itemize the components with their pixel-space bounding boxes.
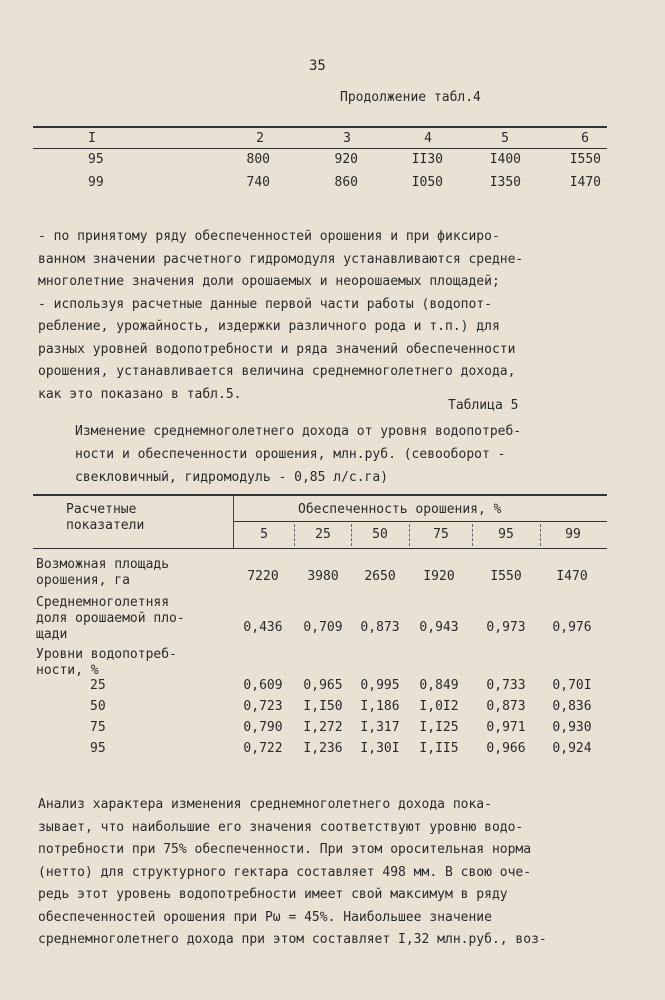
table5-cell: 0,995 bbox=[360, 678, 400, 693]
table4-header-cell: 6 bbox=[581, 131, 589, 146]
table5-cell: I,I25 bbox=[419, 720, 459, 735]
row-label-line: щади bbox=[36, 627, 68, 642]
text-line: редь этот уровень водопотребности имеет свой максимум в ряду bbox=[38, 887, 508, 902]
text-line: разных уровней водопотребности и ряда значений обеспеченности bbox=[38, 341, 516, 357]
row-label-line: ности, % bbox=[36, 663, 99, 678]
table5-cell: I,0I2 bbox=[419, 699, 459, 714]
text-line: как это показано в табл.5. bbox=[38, 386, 242, 402]
table-continuation-label: Продолжение табл.4 bbox=[340, 90, 481, 105]
column-header: 25 bbox=[315, 527, 331, 542]
text-line: - используя расчетные данные первой части работы (водопот- bbox=[38, 296, 492, 312]
table4-header-rule bbox=[33, 148, 607, 149]
table5-cell: 0,973 bbox=[486, 620, 526, 635]
row-label bbox=[36, 647, 177, 679]
row-label: 75 bbox=[90, 720, 106, 735]
text-line: многолетние значения доли орошаемых и неорошаемых площадей; bbox=[38, 274, 500, 289]
table5-cell: 0,849 bbox=[419, 678, 459, 693]
table4-cell: 95 bbox=[88, 152, 104, 167]
table5-cell: 0,943 bbox=[419, 620, 459, 635]
body-paragraph-1 bbox=[38, 226, 638, 406]
table5-cell: 0,70I bbox=[552, 678, 592, 693]
table5-header-divider bbox=[233, 496, 234, 548]
table5-cell: I470 bbox=[556, 569, 588, 584]
text-line: Анализ характера изменения среднемноголетнего дохода пока- bbox=[38, 797, 492, 812]
row-label: 50 bbox=[90, 699, 106, 714]
table5-cell: 0,609 bbox=[243, 678, 283, 693]
table5-cell: I920 bbox=[423, 569, 455, 584]
text-line: потребности при 75% обеспеченности. При этом оросительная норма bbox=[38, 842, 532, 857]
table5-cell: 0,873 bbox=[360, 620, 400, 635]
table5-cell: I,I50 bbox=[303, 699, 343, 714]
head-left-line: показатели bbox=[66, 518, 145, 533]
text-line: обеспеченностей орошения при Pω = 45%. Наибольшее значение bbox=[38, 909, 492, 925]
row-label bbox=[36, 595, 185, 643]
row-label: 25 bbox=[90, 678, 106, 693]
table4-cell: I550 bbox=[569, 152, 601, 167]
column-divider bbox=[409, 524, 410, 546]
table5-cell: 0,723 bbox=[243, 699, 283, 714]
column-header: 50 bbox=[372, 527, 388, 542]
table5-group-rule bbox=[233, 521, 607, 522]
table5-cell: 0,965 bbox=[303, 678, 343, 693]
table4-cell: 860 bbox=[334, 175, 358, 190]
table5-cell: 0,930 bbox=[552, 720, 592, 735]
column-header: 99 bbox=[565, 527, 581, 542]
column-divider bbox=[351, 524, 352, 546]
column-divider bbox=[540, 524, 541, 546]
table5-cell: I,317 bbox=[360, 720, 400, 735]
table5-cell: 0,709 bbox=[303, 620, 343, 635]
table5-header-rule bbox=[33, 548, 607, 549]
text-line: - по принятому ряду обеспеченностей орошения и при фиксиро- bbox=[38, 229, 500, 244]
table5-title bbox=[75, 420, 521, 489]
row-label-line: Уровни водопотреб- bbox=[36, 647, 177, 662]
column-header: 95 bbox=[498, 527, 514, 542]
table4-header-cell: 4 bbox=[424, 131, 432, 146]
table5-cell: 0,733 bbox=[486, 678, 526, 693]
table4-header-cell: 5 bbox=[501, 131, 509, 146]
title-line: Изменение среднемноголетнего дохода от уровня водопотреб- bbox=[75, 424, 522, 439]
table5-cell: 7220 bbox=[247, 569, 279, 584]
table4-header-cell: 3 bbox=[343, 131, 351, 146]
text-line: орошения, устанавливается величина среднемноголетнего дохода, bbox=[38, 364, 516, 379]
table4-cell: I350 bbox=[489, 175, 521, 190]
table5-cell: 0,436 bbox=[243, 620, 283, 635]
text-line: среднемноголетнего дохода при этом составляет I,32 млн.руб., воз- bbox=[38, 932, 547, 947]
table5-cell: 0,966 bbox=[486, 741, 526, 756]
text-line: зывает, что наибольшие его значения соответствуют уровню водо- bbox=[38, 819, 524, 835]
text-line: ванном значении расчетного гидромодуля устанавливаются средне- bbox=[38, 251, 524, 267]
table4-cell: I470 bbox=[569, 175, 601, 190]
table5-cell: I,236 bbox=[303, 741, 343, 756]
table5-cell: 3980 bbox=[307, 569, 339, 584]
table5-cell: I,30I bbox=[360, 741, 400, 756]
table5-cell: 0,924 bbox=[552, 741, 592, 756]
row-label-line: доля орошаемой пло- bbox=[36, 611, 185, 626]
table4-header-cell: I bbox=[88, 131, 96, 146]
column-divider bbox=[294, 524, 295, 546]
body-paragraph-2 bbox=[38, 794, 638, 952]
table4-header-cell: 2 bbox=[256, 131, 264, 146]
table4-cell: 99 bbox=[88, 175, 104, 190]
title-line: свекловичный, гидромодуль - 0,85 л/с.га) bbox=[75, 470, 389, 485]
table5-cell: I550 bbox=[490, 569, 522, 584]
row-label bbox=[36, 557, 169, 589]
row-label-line: Возможная площадь bbox=[36, 557, 170, 572]
table5-cell: 0,873 bbox=[486, 699, 526, 714]
table4-cell: I050 bbox=[411, 175, 443, 190]
table5-cell: I,186 bbox=[360, 699, 400, 714]
title-line: ности и обеспеченности орошения, млн.руб. (севооборот - bbox=[75, 447, 506, 462]
row-label-line: Среднемноголетняя bbox=[36, 595, 170, 610]
row-label-line: орошения, га bbox=[36, 573, 130, 588]
table5-cell: 0,971 bbox=[486, 720, 526, 735]
head-left-line: Расчетные bbox=[66, 502, 137, 517]
table5-cell: I,272 bbox=[303, 720, 343, 735]
table4-top-rule bbox=[33, 126, 607, 128]
table5-top-rule bbox=[33, 494, 607, 496]
table5-cell: 0,790 bbox=[243, 720, 283, 735]
row-label: 95 bbox=[90, 741, 106, 756]
table5-cell: 2650 bbox=[364, 569, 396, 584]
text-line: ребление, урожайность, издержки различного рода и т.п.) для bbox=[38, 319, 500, 334]
column-header: 75 bbox=[433, 527, 449, 542]
column-divider bbox=[472, 524, 473, 546]
table5-label: Таблица 5 bbox=[448, 398, 519, 413]
table4-cell: 800 bbox=[246, 152, 270, 167]
page-number: 35 bbox=[309, 58, 326, 74]
table5-cell: 0,722 bbox=[243, 741, 283, 756]
column-header: 5 bbox=[260, 527, 268, 542]
text-line: (нетто) для структурного гектара составляет 498 мм. В свою оче- bbox=[38, 864, 532, 880]
table5-cell: I,II5 bbox=[419, 741, 459, 756]
table4-cell: 740 bbox=[246, 175, 270, 190]
table4-cell: 920 bbox=[334, 152, 358, 167]
table5-group-header: Обеспеченность орошения, % bbox=[298, 502, 502, 517]
table4-cell: I400 bbox=[489, 152, 521, 167]
table5-cell: 0,976 bbox=[552, 620, 592, 635]
table5-head-left bbox=[66, 502, 144, 534]
table5-cell: 0,836 bbox=[552, 699, 592, 714]
table4-cell: II30 bbox=[411, 152, 443, 167]
